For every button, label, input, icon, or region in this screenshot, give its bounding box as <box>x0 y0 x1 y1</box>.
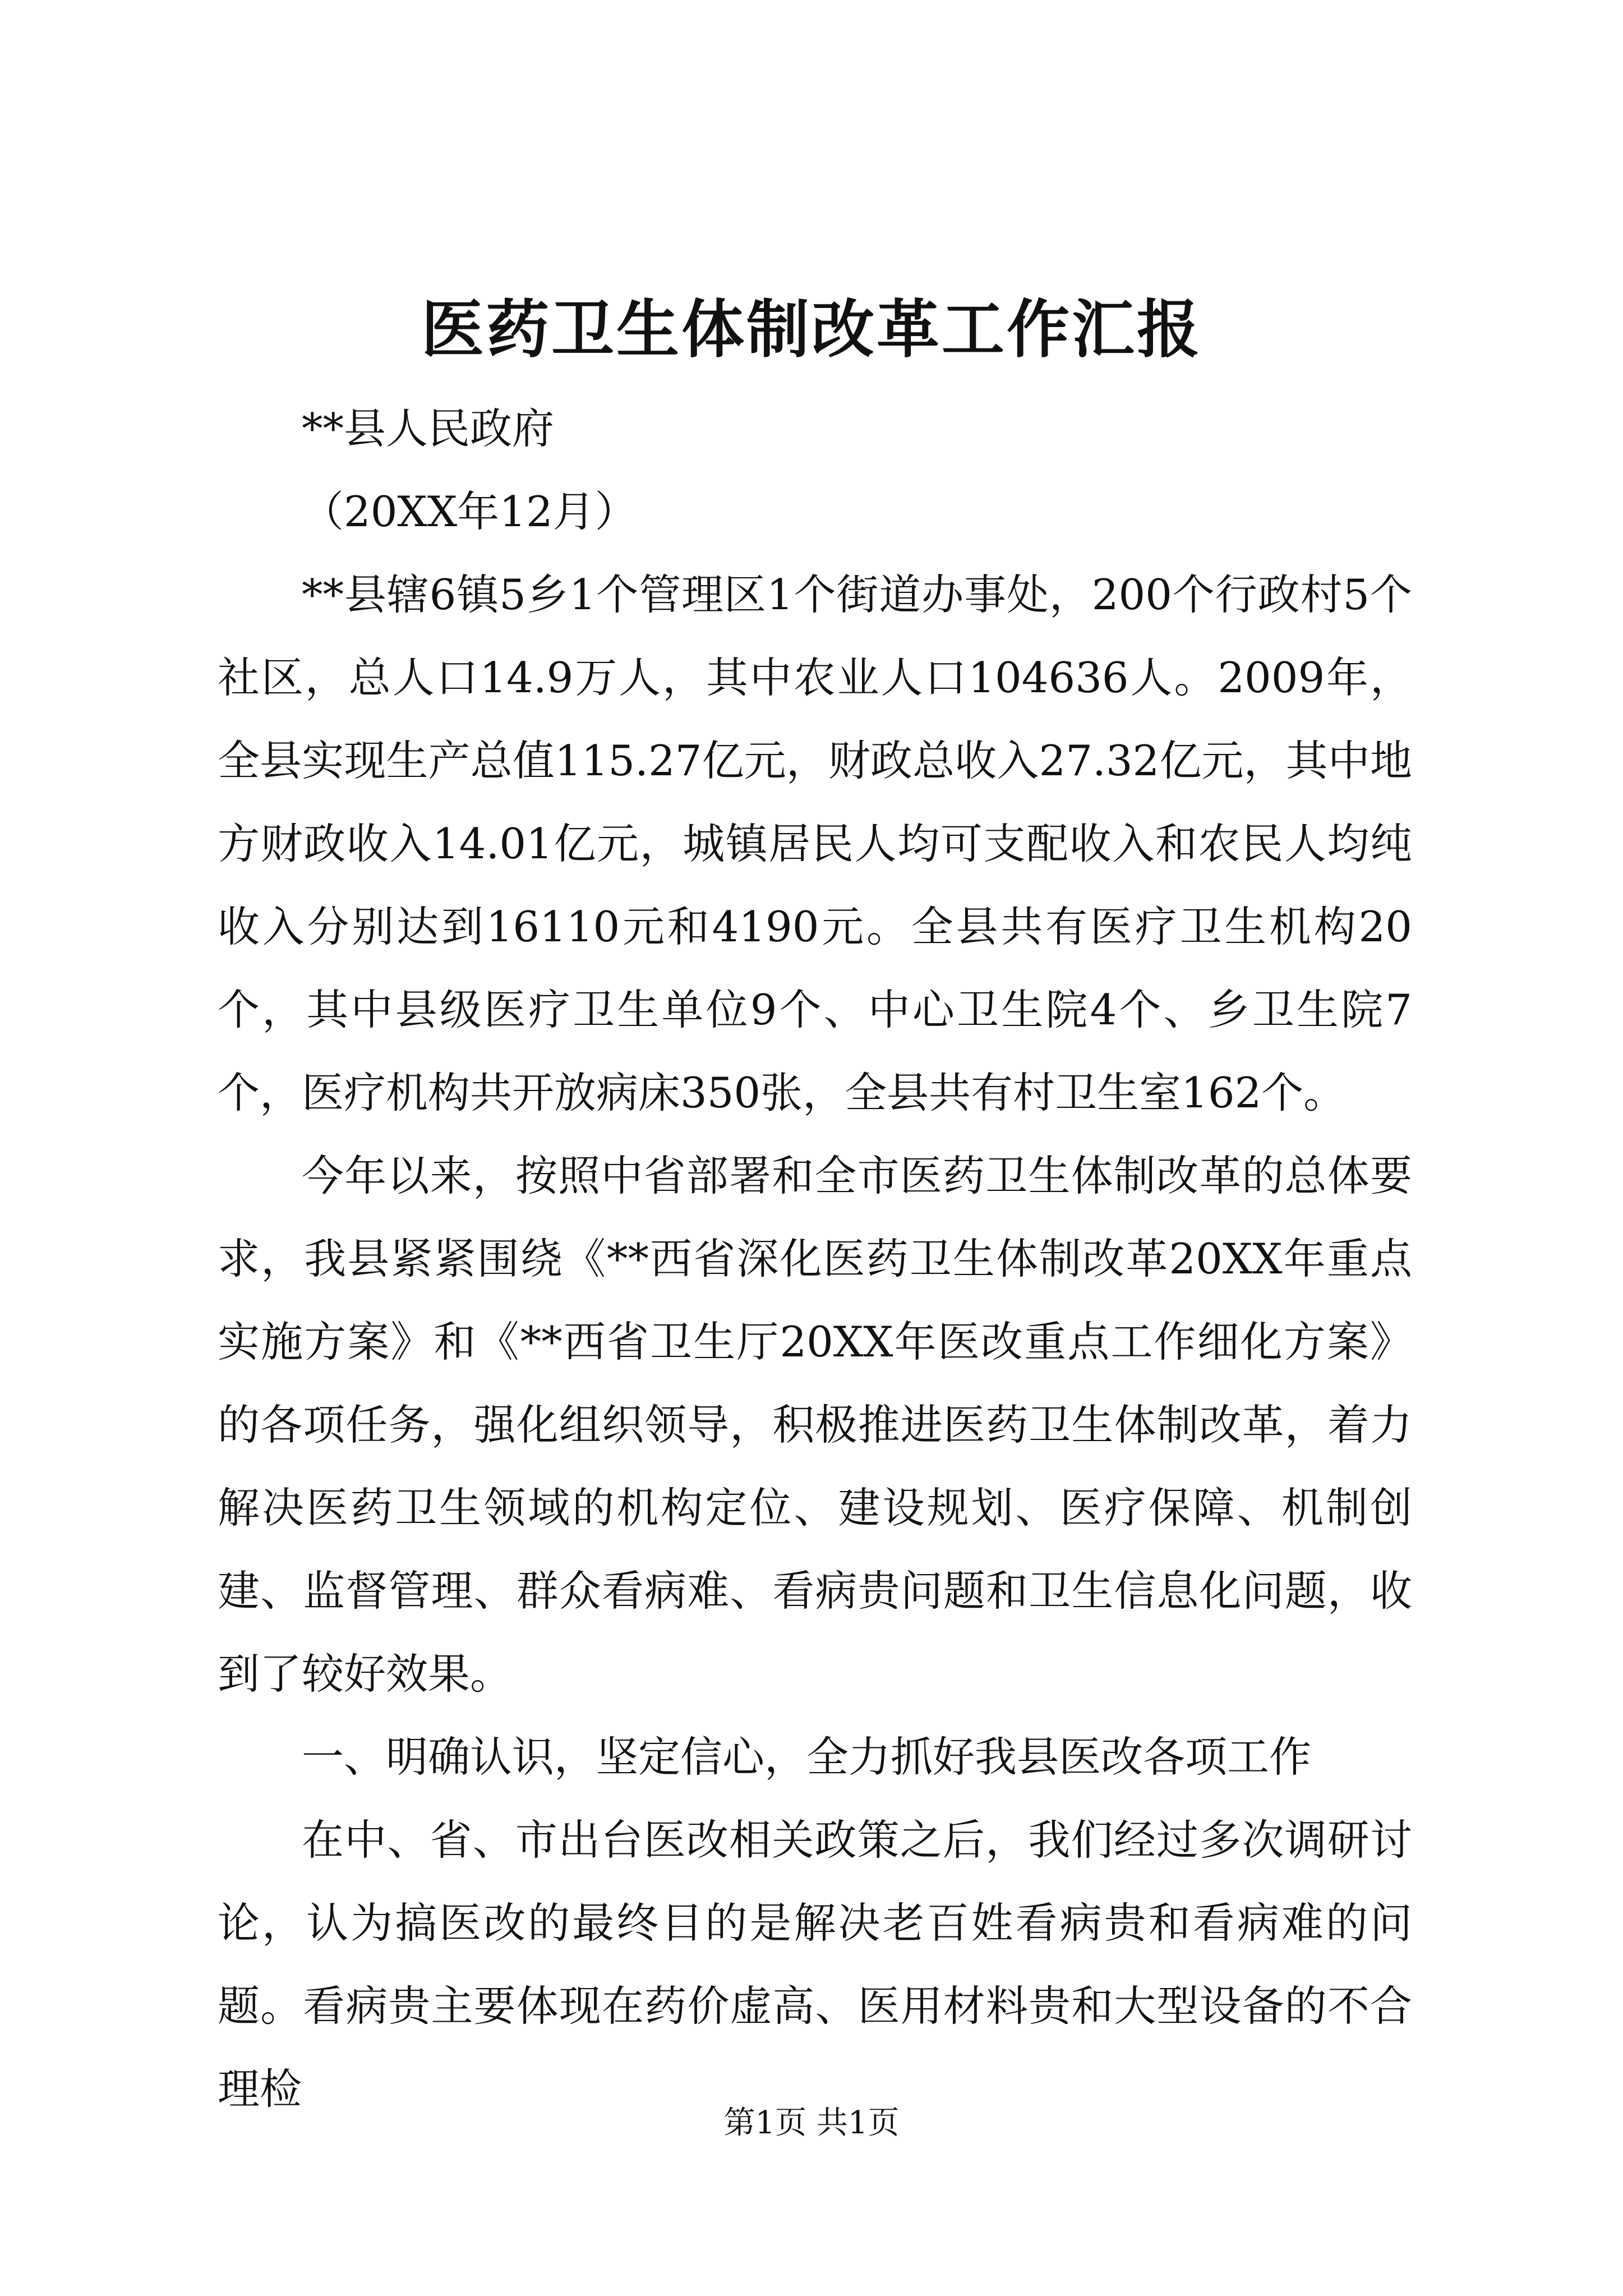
paragraph-progress: 今年以来，按照中省部署和全市医药卫生体制改革的总体要求，我县紧紧围绕《**西省深化医药卫生体制改革20XX年重点实施方案》和《**西省卫生厅20XX年医改重点工作细化方案》的各项任务，强化组织领导，积极推进医药卫生体制改革，着力解决医药卫生领域的机构定位、建设规划、医疗保障、机制创建、监督管理、群众看病难、看病贵问题和卫生信息化问题，收到了较好效果。 <box>218 1151 1412 1699</box>
author-line: **县人民政府 <box>302 404 555 453</box>
section-heading-1: 一、明确认识，坚定信心，全力抓好我县医改各项工作 <box>302 1732 1312 1782</box>
paragraph-overview: **县辖6镇5乡1个管理区1个街道办事处，200个行政村5个社区，总人口14.9万人，其中农业人口104636人。2009年，全县实现生产总值115.27亿元，财政总收入27.32亿元，其中地方财政收入14.01亿元，城镇居民人均可支配收入和农民人均纯收入分别达到16110元和4190元。全县共有医疗卫生机构20个，其中县级医疗卫生单位9个、中心卫生院4个、乡卫生院7个，医疗机构共开放病床350张，全县共有村卫生室162个。 <box>218 570 1412 1117</box>
document-title: 医药卫生体制改革工作汇报 <box>421 293 1202 366</box>
paragraph-section-1: 在中、省、市出台医改相关政策之后，我们经过多次调研讨论，认为搞医改的最终目的是解决老百姓看病贵和看病难的问题。看病贵主要体现在药价虚高、医用材料贵和大型设备的不合理检 <box>218 1815 1412 2114</box>
page-footer: 第1页 共1页 <box>723 2105 900 2141</box>
document-body <box>218 387 1412 2131</box>
date-line: （20XX年12月） <box>302 487 637 536</box>
